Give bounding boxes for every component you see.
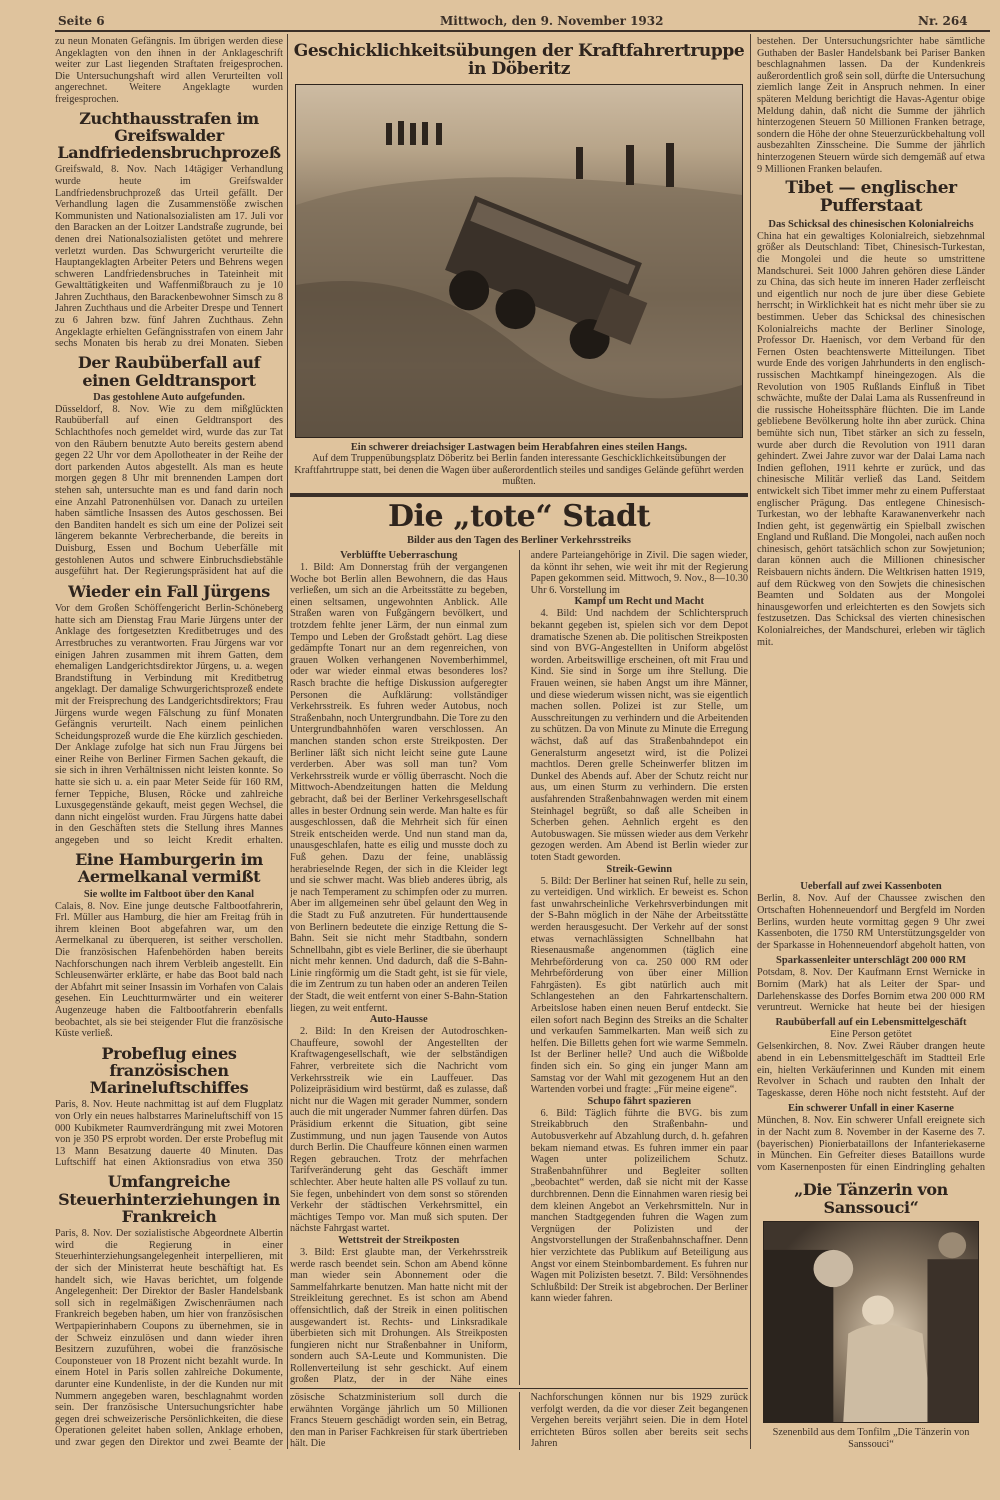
column-divider <box>750 34 751 1449</box>
film-still-photo <box>763 1221 979 1423</box>
intro-text: zu neun Monaten Gefängnis. Im übrigen werden diese Angeklagten von den ihnen in der Anklageschrift weiter zur Last liegenden Straftaten freigesprochen. Die Untersuchungshaft wird allen Verurteilten voll angerechnet. Weitere Angeklagte wurden freigesprochen. <box>55 36 283 105</box>
section-head: Verblüffte Ueberraschung <box>340 550 458 562</box>
film-caption: Szenenbild aus dem Tonfilm „Die Tänzerin von Sanssouci“ <box>772 1427 970 1450</box>
column-divider <box>287 34 288 1449</box>
feature-headline: Die „tote“ Stadt <box>387 498 651 534</box>
photo-caption: Auf dem Truppenübungsplatz Döberitz bei Berlin fanden interessante Geschicklichkeitsübungen der Kraftfahrtruppe statt, bei denen die Wagen über außerordentlich steiles und sandiges Gelände geführt werden mußten. <box>294 453 744 488</box>
column-divider <box>519 1392 520 1450</box>
news-body: Potsdam, 8. Nov. Der Kaufmann Ernst Wernicke in Bornim (Mark) hat als Leiter der Spar- und Darlehenskasse des Dorfes Bornim etwa 200 000 RM veruntreut. Wernicke hat heute bei der hiesigen <box>757 967 985 1014</box>
feature-column-1 <box>290 550 508 1385</box>
news-headline: Sparkassenleiter unterschlägt 200 000 RM <box>776 955 966 967</box>
section-head: Schupo fährt spazieren <box>587 1095 692 1107</box>
feature-subtitle: Bilder aus den Tagen des Berliner Verkehrsstreiks <box>406 535 632 547</box>
news-body: Berlin, 8. Nov. Auf der Chaussee zwischen den Ortschaften Hohenneuendorf und Bergfeld im Norden Berlins, wurden heute vormittag gegen 9 Uhr zwei Kassenboten, die 1750 RM Unterstützungsgelder von der Sparkasse in Hohenneuendorf abgeholt hatten, von <box>757 893 985 951</box>
article-headline: Der Raubüberfall auf einen Geldtransport <box>77 353 261 390</box>
column-divider <box>519 550 520 1385</box>
film-headline: „Die Tänzerin von Sanssouci“ <box>794 1180 948 1217</box>
section-text: 6. Bild: Täglich führte die BVG. bis zum Streikabbruch den Straßenbahn- und Autobusverkehr auf Abzahlung durch, d. h. gefahren bekam niemand etwas. Es fuhren immer ein paar Wagen unter polizeilichem Schutz. Straßenbahnführer und Begleiter sollten „beobachtet“ werden, daß sie nicht mit der Kasse durchbrennen. Denn die Einnahmen waren riesig bei dem kleinen Angebot an Verkehrsmitteln. Nur in manchen Stadtgegenden fuhren die Wagen zum Vergnügen der Polizisten und der Angstvorstellungen der Straßenbahnschaffner. Denn hier verzichtete das Publikum auf Beteiligung aus Angst vor einem Steinbombardement. Es fuhren nur Wagen mit Polizisten besetzt. 7. Bild: Versöhnendes Schlußbild: Der Streik ist abgebrochen. Der Berliner kann wieder fahren. <box>530 1107 748 1305</box>
feature-column-2 <box>531 550 749 1385</box>
section-head: Wettstreit der Streikposten <box>338 1234 460 1246</box>
right-column <box>757 36 985 1450</box>
left-column <box>55 36 283 1450</box>
issue-number: Nr. 264 <box>918 14 968 28</box>
article-body: Greifswald, 8. Nov. Nach 14tägiger Verhandlung wurde heute im Greifswalder Landfriedensbruchprozeß das Urteil gefällt. Der Verhandlung lagen die Zusammenstöße zwischen Kommunisten und Nationalsozialisten am 17. Juli vor den Baracken an der Loitzer Landstraße zugrunde, bei denen drei Nationalsozialisten getötet und mehrere verletzt wurden. Das Schwurgericht verurteilte die Hauptangeklagten Arbeiter Peters und Behrens wegen schweren Landfriedensbruches in Tateinheit mit Gewalttätigkeiten und Waffenmißbrauch zu je 10 Jahren Zuchthaus, den Barackenbewohner Simsch zu 8 Jahren Zuchthaus und die Arbeiter Drespe und Tennert zu 6 Jahren bzw. fünf Jahren Zuchthaus. Zehn Angeklagte erhielten Gefängnisstrafen von einem Jahr sechs Monaten bis herab zu drei Monaten. Sieben <box>55 164 283 350</box>
section-head: Streik-Gewinn <box>606 863 673 875</box>
article-headline: Probeflug eines französischen Marineluftschiffes <box>89 1043 249 1098</box>
section-rule <box>290 493 748 497</box>
continued-text: zösische Schatzministerium soll durch die erwähnten Vorgänge jährlich um 50 Millionen Francs Steuern geschädigt worden sein, ein Betrag, den man in Pariser Fachkreisen für stark übertrieben hält. Die <box>290 1392 508 1450</box>
section-head: Auto-Hausse <box>369 1014 428 1026</box>
article-body: Vor dem Großen Schöffengericht Berlin-Schöneberg hatte sich am Dienstag Frau Marie Jürgens unter der Anklage des fortgesetzten Kreditbetruges und des Arrestbruches zu verantworten. Frau Jürgens war vor einigen Jahren zusammen mit ihrem Gatten, dem ehemaligen Landgerichtsdirektor Jürgens, u. a. wegen Brandstiftung in Verbindung mit Kreditbetrug angeklagt. Der damalige Schwurgerichtsprozeß endete mit der Freisprechung des Landgerichtsdirektors; Frau Jürgens wurde wegen Fälschung zu fünf Monaten Gefängnis verurteilt. Nach einem peinlichen Scheidungsprozeß wurde die Ehe kürzlich geschieden. Der Anklage zufolge hat sich nun Frau Jürgens bei einer Reihe von Berliner Firmen Sachen gekauft, die sie sich in ihren Verhältnissen nicht leisten konnte. So hatte sie sich u. a. ein paar Meter Seide für 160 RM, ferner Teppiche, Blusen, Röcke und zahlreiche Luxusgegenstände gekauft, meist gegen Wechsel, die dann nicht eingelöst wurden. Frau Jürgens hatte dabei in den Geschäften stets die Stellung ihres Mannes angegeben und so leicht Kredit erhalten. <box>55 603 283 847</box>
article-headline: Tibet — englischer Pufferstaat <box>785 178 957 217</box>
article-body: China hat ein gewaltiges Kolonialreich, siebzehnmal größer als Deutschland: Tibet, Chinesisch-Turkestan, die Mongolei und die heute so umstrittene Mandschurei. Seit 1000 Jahren gehören diese Länder zu China, das sich heute im inneren Hader zerfleischt und eigentlich nur noch de jure über diese Gebiete herrscht; in Wirklichkeit hat es nicht mehr über sie zu bestimmen. Ueber das Schicksal des chinesischen Kolonialreichs machte der Berliner Sinologe, Professor Dr. Haenisch, vor dem Verband für den Fernen Osten beachtenswerte Mitteilungen. Tibet wurde Ende des vorigen Jahrhunderts in den englisch-russischen Machtkampf hineingezogen. Als die Revolution von 1905 Rußlands Einfluß in Tibet schwächte, mußte der Dalai Lama als Russenfreund in die russische Hoheitssphäre flüchten. Die im Lande gebliebene Bevölkerung holte ihn aber zurück. China bemühte sich nun, Tibet stärker an sich zu fesseln, wurde aber durch die Revolution von 1911 daran gehindert. Zwei Jahre zuvor war der Dalai Lama nach Indien geflohen, 1911 kehrte er zurück, und das chinesische Militär verließ das Land. Seitdem entwickelt sich Tibet immer mehr zu einem Pufferstaat englischer Prägung. Das entlegene Chinesisch-Turkestan, wo der lebhafte Karawanenverkehr nach Indien geht, ist gegenwärtig ein Spielball zwischen England und Rußland. Die Mongolei, nach außen noch chinesisch, gehört tatsächlich schon zur Sowjetunion; daran können auch die Millionen chinesischer Reisbauern nichts ändern. Die Weltkrisen hatten 1919, auf dem Rückweg von den Sowjets die chinesischen Beamten und Soldaten aus der Mongolei hinausgeworfen und erleichterten es den Sowjets sich festzusetzen. Das Schicksal des vierten chinesischen Kolonialreiches, der Mandschurei, erleben wir täglich mit. <box>757 230 985 648</box>
page-number: Seite 6 <box>58 14 105 28</box>
news-body: Gelsenkirchen, 8. Nov. Zwei Räuber drangen heute abend in ein Lebensmittelgeschäft im Stadtteil Erle ein, hielten Verkäuferinnen und Kunden mit einem Revolver in Schach und raubten den Inhalt der Tageskasse, deren Höhe noch nicht feststeht. Auf der <box>757 1041 985 1099</box>
article-body: Paris, 8. Nov. Der sozialistische Abgeordnete Albertin wird die Regierung in einer Steuerhinterziehungsangelegenheit interpellieren, mit der sich der Ministerrat heute beschäftigt hat. Es handelt sich, wie Havas berichtet, um folgende Angelegenheit: Der Direktor der Basler Handelsbank soll sich in regelmäßigen Zwischenräumen nach Frankreich begeben haben, um hier von französischen Wertpapierinhabern Coupons zu übernehmen, sie in der Schweiz einzulösen und dann wieder ihren Besitzern zuzuführen, wobei die französische Couponsteuer von 18 Prozent nicht bezahlt wurde. In einem Hotel in Paris sollen zahlreiche Dokumente, darunter eine Kundenliste, in der die Kunden nur mit Nummern angegeben waren, beschlagnahmt worden sein. Der französische Untersuchungsrichter habe gegen drei schweizerische Persönlichkeiten, die diese Operationen geleitet haben sollen, Anklage erhoben, und zwar gegen den Direktor und zwei Beamte der <box>55 1228 283 1448</box>
article-body: Düsseldorf, 8. Nov. Wie zu dem mißglückten Raubüberfall auf einen Geldtransport des Schlachthofes noch gemeldet wird, wurde das zur Tat von den Räubern benutzte Auto bereits gestern abend gegen 22 Uhr vor dem Apollotheater in der Reihe der dort parkenden Autos abgestellt. Als man es heute morgen gegen 8 Uhr mit brennenden Lampen dort stehen sah, untersuchte man es und fand darin noch eine Anzahl Patronenhülsen vor. Danach zu urteilen haben sämtliche Insassen des Autos geschossen. Bei den Banditen handelt es sich um eine der Polizei seit längerem bekannte Verbrecherbande, die bereits in Duisburg, Essen und Bochum Ueberfälle mit gestohlenen Autos und schwere Einbruchsdiebstähle ausgeführt hat. Der Regierungspräsident hat auf die <box>55 403 283 578</box>
article-subtitle: Das Schicksal des chinesischen Kolonialreichs <box>768 218 974 230</box>
center-column <box>290 38 748 1450</box>
dancer-scene-image <box>764 1222 978 1422</box>
section-text: andere Parteiangehörige in Zivil. Die sagen wieder, da könnt ihr sehen, wie weit ihr mit der Regierung Papen gekommen seid. Mittwoch, 9. Nov., 8—10.30 Uhr 6. Vorstellung im <box>530 550 748 596</box>
continued-text: bestehen. Der Untersuchungsrichter habe sämtliche Guthaben der Basler Handelsbank bei Pariser Banken beschlagnahmen lassen. Da der Kundenkreis außerordentlich groß sein soll, dürfte die Untersuchung ziemlich lange Zeit in Anspruch nehmen. In einer späteren Meldung berichtigt die Havas-Agentur obige Meldung dahin, daß nicht die Summe der jährlich hinterzogenen Steuern 50 Millionen Franken betrage, sondern die Höhe der ohne Steuerzurückbehaltung voll ausbezahlten Zinsscheine. Die Summe der jährlich hinterzogenen Steuern würde sich demgemäß auf etwa 9 Millionen Franken belaufen. <box>757 36 985 175</box>
news-headline: Ueberfall auf zwei Kassenboten <box>800 881 942 893</box>
section-text: 5. Bild: Der Berliner hat seinen Ruf, helle zu sein, zu verteidigen. Und wirklich. Er beweist es. Schon fast unwahrscheinliche Verkehrsverbindungen mit der S-Bahn möglich in der Nähe der Arbeitsstätte werden herausgesucht. Der Verkehr auf der sonst etwas vernachlässigten Schnellbahn hat Riesenausmaße angenommen (täglich eine Mehrbeförderung von ca. 250 000 RM oder Mehrbeförderung von über einer Million Fahrgästen). Es gibt natürlich auch mit Schlangestehen an den Fahrkartenschaltern. Arbeitslose haben einen neuen Beruf entdeckt. Sie eilen sofort nach Beginn des Streiks an die Schalter und verkaufen Sammelkarten. Man weiß sich zu helfen. Die Billetts gehen fort wie warme Semmeln. Ist der Berliner helle? Und auch die Wißbolde finden sich ein. So ging ein junger Mann am Samstag vor der Wahl mit gezogenem Hut an den Wartenden vorbei und fragte: „Für meine eigene“. <box>530 875 748 1096</box>
article-body: Paris, 8. Nov. Heute nachmittag ist auf dem Flugplatz von Orly ein neues halbstarres Marineluftschiff von 15 000 Kubikmeter Raumverdrängung mit zwei Motoren von je 350 PS erprobt worden. Der erste Probeflug mit 13 Mann Besatzung dauerte 40 Minuten. Das Luftschiff hat einen Aktionsradius von etwa 350 <box>55 1099 283 1169</box>
truck-on-slope-image <box>296 85 742 437</box>
section-text: 4. Bild: Und nachdem der Schlichterspruch bekannt gegeben ist, spielen sich vor dem Depot dramatische Szenen ab. Die politischen Streikposten sind von BVG-Angestellten in Uniform abgelöst worden. Arbeitswillige erscheinen, oft mit Frau und Kind. Sie sind in Sorge um ihre Stellung. Die Frauen weinen, sie haben Angst um ihre Männer, und diese wiederum wissen nicht, was sie eigentlich machen sollen. Polizei ist zur Stelle, um Ausschreitungen zu verhindern und die Arbeitenden zu schützen. Da von Minute zu Minute die Erregung wächst, daß auf das Straßenbahndepot ein Generalsturm angesetzt wird, ist die Polizei machtlos. Deren grelle Scheinwerfer blitzen im Dunkel des Abends auf. Aber der Schutz reicht nur aus, um einen Sturm zu verhindern. Die ersten ausfahrenden Straßenbahnwagen werden mit einem Steinhagel begrüßt, so daß alle Scheiben in Scherben gehen. Aehnlich ergeht es den Autobuswagen. Sie müssen wieder aus dem Verkehr gezogen werden. Am Abend ist Berlin wieder zur toten Stadt geworden. <box>530 608 748 863</box>
article-headline: Umfangreiche Steuerhinterziehungen in Frankreich <box>58 1172 280 1227</box>
photo-story-headline: Geschicklichkeitsübungen der Kraftfahrertruppe in Döberitz <box>293 41 745 80</box>
photo-caption-title: Ein schwerer dreiachsiger Lastwagen beim Herabfahren eines steilen Hangs. <box>350 441 688 453</box>
article-headline: Zuchthausstrafen im Greifswalder Landfriedensbruchprozeß <box>57 108 281 163</box>
continued-text: Nachforschungen können nur bis 1929 zurück verfolgt werden, da die vor dieser Zeit begangenen Vergehen bereits verjährt seien. Die in dem Hotel errichteten Büros sollen aber bereits seit sechs Jahren <box>530 1392 748 1450</box>
continued-row <box>290 1392 748 1450</box>
issue-date: Mittwoch, den 9. November 1932 <box>440 14 664 28</box>
news-headline: Raubüberfall auf ein Lebensmittelgeschäft <box>775 1017 967 1029</box>
article-body: Calais, 8. Nov. Eine junge deutsche Faltbootfahrerin, Frl. Müller aus Hamburg, die hier am Freitag früh in ihrem kleinen Boot abgefahren war, um den Aermelkanal zu überqueren, ist seither verschollen. Die französischen Hafenbehörden haben bereits Nachforschungen nach ihrem Verbleib angestellt. Ein Schleusenwärter erklärte, er habe das Boot bald nach der Abfahrt mit seiner Insassin im Vorhafen von Calais gesehen. Ein Leuchtturmwärter und ein weiterer Augenzeuge haben die Faltbootfahrerin ebenfalls beobachtet, als sie bei steigender Flut die französische Küste verließ. <box>55 900 283 1040</box>
section-head: Kampf um Recht und Macht <box>574 596 704 608</box>
section-text: 2. Bild: In den Kreisen der Autodroschken-Chauffeure, sowohl der Angestellten der Kraftwagengesellschaft, wie der selbständigen Fahrer, verbreitete sich die Nachricht vom Verkehrsstreik wie ein Lauffeuer. Das Polizeipräsidium wird bestürmt, daß es zulasse, daß nicht nur die Wagen mit gerader Nummer, sondern auch die mit ungerader Nummer fahren dürfen. Das Präsidium erkennt die Situation, gibt seine Zustimmung, und nun jagen Tausende von Autos durch Berlin. Die Chauffeure können einen warmen Regen gebrauchen. Trotz der mehrfachen Tarifveränderung geht das Geschäft immer schlechter. Aber heute halten alle PS vollauf zu tun. Sie fegen, unbehindert von dem sonst so störenden Verkehr der städtischen Verkehrsmittel, ein mächtiges Tempo vor. Man muß sich sputen. Der nächste Fahrgast wartet. <box>290 1026 508 1235</box>
news-subtitle: Eine Person getötet <box>830 1029 912 1041</box>
section-rule <box>290 1388 748 1389</box>
feature-columns <box>290 550 748 1385</box>
article-subtitle: Das gestohlene Auto aufgefunden. <box>93 391 245 403</box>
article-headline: Wieder ein Fall Jürgens <box>68 581 270 601</box>
article-subtitle: Sie wollte im Faltboot über den Kanal <box>83 888 255 900</box>
news-headline: Ein schwerer Unfall in einer Kaserne <box>788 1103 954 1115</box>
article-headline: Eine Hamburgerin im Aermelkanal vermißt <box>75 850 263 887</box>
section-text: 3. Bild: Erst glaubte man, der Verkehrsstreik werde rasch beendet sein. Schon am Abend könne man wieder sein Abonnement oder die Sammelfahrkarte benutzen. Man hatte nicht mit der Streikleitung gerechnet. Es ist schon am Abend offensichtlich, daß der Streik in einen politischen ausgewandert ist. Rechts- und Linksradikale überbieten sich mit Drohungen. Als Streikposten fungieren nicht nur Straßenbahner in Uniform, sondern auch SA-Leute und Kommunisten. Die Rollenverteilung ist sehr geschickt. Auf einem großen Platz, der in der Nähe eines <box>290 1246 508 1386</box>
section-text: 1. Bild: Am Donnerstag früh der vergangenen Woche bot Berlin allen Bewohnern, die das Haus verließen, um sich an die Arbeitsstätte zu begeben, einen seltsamen, ungewohnten Anblick. Alle Straßen waren von Fußgängern bevölkert, und trotzdem fehlte jener Lärm, der nun einmal zum Tempo und Leben der Großstadt gehört. Lag diese gedämpfte Tonart nur an dem regenreichen, von grauen Wolken verhangenen Novemberhimmel, oder war wieder einmal etwas besonderes los? Rasch brachte die heftige Diskussion aufgeregter Personen die Aufklärung: vollständiger Verkehrsstreik. Es fuhren weder Autobus, noch Straßenbahn, noch Untergrundbahn. Die Tore zu den Untergrundbahnhöfen waren verschlossen. An manchen standen schon erste Streikposten. Der Berliner läßt sich nicht leicht seine gute Laune verderben. Aber was soll man tun? Vom Verkehrsstreik wurde er völlig überrascht. Noch die Mittwoch-Abendzeitungen hatten die Meldung gebracht, daß bei der Berliner Verkehrsgesellschaft alles in bester Ordnung sein werde. Man halte es für ausgeschlossen, daß die Mehrheit sich für einen Streik entscheiden werde. Und nun stand man da, unausgeschlafen, hatte es eilig und musste doch zu Fuß gehen. Dazu der feine, unablässig herabrieselnde Regen, der sich in die Kleider legt und sie schwer macht. Was blieb anderes übrig, als je nach Temperament zu schimpfen oder zu murren. Aber im allgemeinen sehr übel gelaunt den Weg in die Stadt zu Fuß anzutreten. Für hunderttausende von Berlinern bedeutete die einzige Rettung die S-Bahn. Seit sie nicht mehr Stadtbahn, sondern Schnellbahn, gibt es viele Berliner, die sie überhaupt nicht mehr kennen. Und dadurch, daß die S-Bahn-Linie ringförmig um die Stadt geht, ist sie für viele, die im Zentrum zu tun haben oder an anderen Teilen der Stadt, die weit entfernt von einer S-Bahn-Station liegen, zu weit entfernt. <box>290 562 508 1014</box>
news-body: München, 8. Nov. Ein schwerer Unfall ereignete sich in der Nacht zum 8. November in der Kaserne des 7. (bayerischen) Pionierbataillons der Infanteriekaserne in München. Ein Gefreiter dieses Bataillons wurde vom Kasernenposten für einen Eindringling gehalten <box>757 1115 985 1173</box>
kraftfahrtruppe-photo <box>295 84 743 438</box>
masthead-rule <box>55 30 990 32</box>
